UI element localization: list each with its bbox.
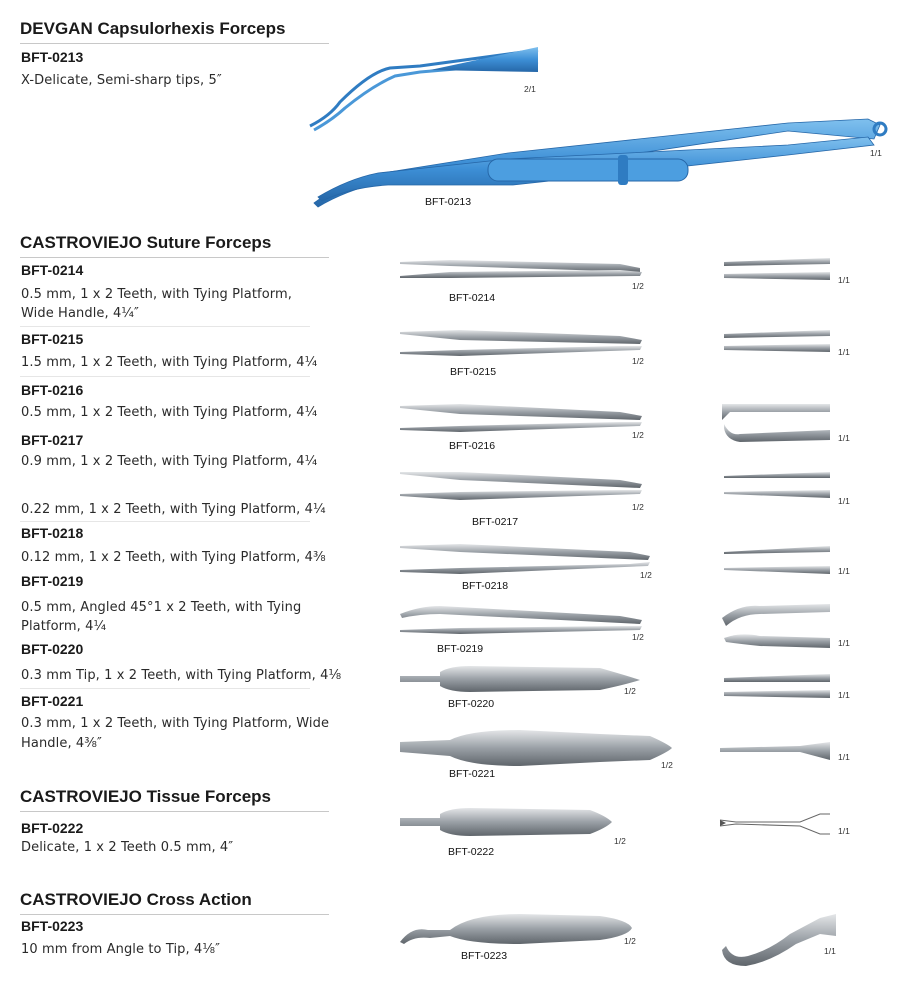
scale-label-full: 1/1 (838, 496, 850, 506)
section-title-devgan: DEVGAN Capsulorhexis Forceps (20, 19, 286, 38)
scale-label-half: 1/2 (624, 936, 636, 946)
product-desc-bft-0214-line2: Wide Handle, 4¼″ (21, 306, 139, 321)
scale-label-full: 1/1 (838, 433, 850, 443)
instrument-image-bft-0223 (400, 914, 632, 944)
scale-label-full: 1/1 (838, 752, 850, 762)
section-title-tissue: CASTROVIEJO Tissue Forceps (20, 787, 271, 806)
product-code-bft-0220: BFT-0220 (21, 641, 84, 657)
product-desc-bft-0219-line1: 0.5 mm, Angled 45°1 x 2 Teeth, with Tying (21, 600, 302, 615)
product-desc-bft-0219-line2: Platform, 4¼ (21, 619, 107, 634)
tip-detail-bft-0223 (722, 914, 836, 966)
scale-label-full: 1/1 (824, 946, 836, 956)
product-code-bft-0213: BFT-0213 (21, 49, 84, 65)
image-caption-bft-0222: BFT-0222 (448, 846, 495, 858)
image-caption-bft-0219: BFT-0219 (437, 643, 484, 655)
section-title-cross: CASTROVIEJO Cross Action (20, 890, 252, 909)
product-code-bft-0215: BFT-0215 (21, 331, 84, 347)
product-desc-bft-0218: 0.12 mm, 1 x 2 Teeth, with Tying Platform, 4⅜ (21, 550, 326, 565)
product-desc-bft-0220: 0.3 mm Tip, 1 x 2 Teeth, with Tying Platform, 4⅛ (21, 668, 342, 683)
image-caption-bft-0216: BFT-0216 (449, 440, 496, 452)
scale-label-half: 1/2 (661, 760, 673, 770)
scale-label-half: 1/2 (632, 632, 644, 642)
scale-label-full: 1/1 (838, 690, 850, 700)
product-desc-bft-0223: 10 mm from Angle to Tip, 4⅛″ (21, 942, 221, 957)
product-desc-bft-0221-line1: 0.3 mm, 1 x 2 Teeth, with Tying Platform, Wide (21, 716, 330, 731)
scale-label-half: 1/2 (624, 686, 636, 696)
scale-label-full: 1/1 (838, 566, 850, 576)
product-desc-022mm: 0.22 mm, 1 x 2 Teeth, with Tying Platform, 4¼ (21, 502, 326, 517)
product-desc-bft-0215: 1.5 mm, 1 x 2 Teeth, with Tying Platform, 4¼ (21, 355, 318, 370)
image-caption-bft-0217: BFT-0217 (472, 516, 519, 528)
product-code-bft-0214: BFT-0214 (21, 262, 84, 278)
scale-label-full: 1/1 (838, 275, 850, 285)
product-desc-bft-0221-line2: Handle, 4⅜″ (21, 736, 102, 751)
product-code-bft-0216: BFT-0216 (21, 382, 84, 398)
product-code-bft-0223: BFT-0223 (21, 918, 84, 934)
product-desc-bft-0216: 0.5 mm, 1 x 2 Teeth, with Tying Platform, 4¼ (21, 405, 318, 420)
image-caption-bft-0213: BFT-0213 (425, 196, 472, 208)
scale-label-devgan-detail: 2/1 (524, 84, 536, 94)
product-desc-bft-0217: 0.9 mm, 1 x 2 Teeth, with Tying Platform, 4¼ (21, 454, 318, 469)
image-caption-bft-0223: BFT-0223 (461, 950, 508, 962)
scale-label-half: 1/2 (614, 836, 626, 846)
scale-label-half: 1/2 (640, 570, 652, 580)
product-desc-bft-0213: X-Delicate, Semi-sharp tips, 5″ (21, 73, 222, 88)
product-code-bft-0222: BFT-0222 (21, 820, 84, 836)
scale-label-full: 1/1 (838, 347, 850, 357)
image-caption-bft-0214: BFT-0214 (449, 292, 496, 304)
scale-label-half: 1/2 (632, 430, 644, 440)
product-code-bft-0221: BFT-0221 (21, 693, 84, 709)
scale-label-devgan-full: 1/1 (870, 148, 882, 158)
scale-label-half: 1/2 (632, 281, 644, 291)
image-caption-bft-0220: BFT-0220 (448, 698, 495, 710)
image-caption-bft-0215: BFT-0215 (450, 366, 497, 378)
product-code-bft-0217: BFT-0217 (21, 432, 84, 448)
product-code-bft-0219: BFT-0219 (21, 573, 84, 589)
image-caption-bft-0218: BFT-0218 (462, 580, 509, 592)
image-caption-bft-0221: BFT-0221 (449, 768, 496, 780)
scale-label-half: 1/2 (632, 356, 644, 366)
section-title-suture: CASTROVIEJO Suture Forceps (20, 233, 272, 252)
scale-label-full: 1/1 (838, 826, 850, 836)
scale-label-full: 1/1 (838, 638, 850, 648)
product-desc-bft-0222: Delicate, 1 x 2 Teeth 0.5 mm, 4″ (21, 840, 234, 855)
scale-label-half: 1/2 (632, 502, 644, 512)
product-desc-bft-0214-line1: 0.5 mm, 1 x 2 Teeth, with Tying Platform, (21, 287, 292, 302)
product-code-bft-0218: BFT-0218 (21, 525, 84, 541)
